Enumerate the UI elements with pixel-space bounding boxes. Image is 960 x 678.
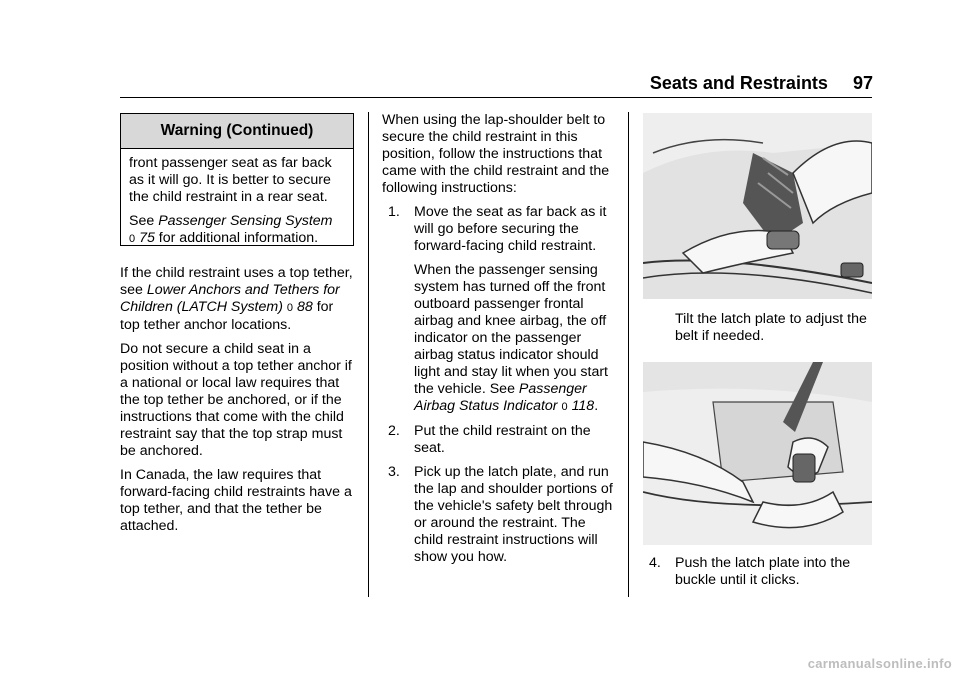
tether-paragraph	[120, 265, 356, 334]
buckle-illustration	[643, 362, 872, 545]
column-2	[382, 112, 618, 573]
step-number: 1.	[388, 204, 400, 220]
note-suffix: .	[594, 398, 599, 414]
intro-paragraph: When using the lap-shoulder belt to secure the child restraint in this position, follow the instructions that came with the child restraint and the following instructions:	[382, 112, 610, 196]
step-text: Pick up the latch plate, and run the lap and shoulder portions of the vehicle's safety belt through or around the restraint. The child restraint instructions will show you how.	[414, 464, 613, 565]
step-text: Move the seat as far back as it will go before securing the forward-facing child restraint.	[414, 204, 607, 254]
column-1	[120, 265, 356, 542]
step-number: 4.	[649, 555, 661, 571]
step-1-note	[382, 262, 618, 416]
warning-box	[120, 113, 354, 246]
header-rule	[120, 97, 872, 98]
warning-body	[121, 149, 353, 248]
step-4	[643, 555, 872, 589]
hand-inserting-latch-illustration	[643, 362, 872, 545]
page-ref-118[interactable]: 118	[571, 398, 595, 414]
column-3-step	[643, 555, 872, 596]
step-number: 2.	[388, 423, 400, 439]
latch-link[interactable]: Lower Anchors and Tethers for Children (LATCH System)	[120, 282, 340, 315]
tether-prefix: If the child restraint uses a top tether, see	[120, 265, 353, 298]
column-divider-1	[368, 112, 369, 597]
page-ref-icon: 0	[561, 401, 568, 413]
column-divider-2	[628, 112, 629, 597]
page-ref-88[interactable]: 88	[296, 299, 313, 315]
page-ref-75[interactable]: 75	[139, 230, 155, 246]
page-ref-icon: 0	[129, 233, 136, 245]
step-number: 3.	[388, 464, 400, 480]
column-3-caption	[643, 311, 872, 352]
see-suffix: for additional information.	[154, 230, 319, 246]
watermark: carmanualsonline.info	[807, 656, 952, 671]
step-3	[382, 464, 618, 566]
tilt-caption: Tilt the latch plate to adjust the belt if needed.	[675, 311, 867, 344]
canada-paragraph: In Canada, the law requires that forward-facing child restraints have a top tether, and that the tether be attached.	[120, 467, 352, 534]
page-header	[650, 72, 873, 94]
warning-heading: Warning (Continued)	[121, 114, 353, 149]
see-prefix: See	[129, 213, 159, 229]
warning-see-reference	[129, 213, 345, 248]
page-number: 97	[852, 73, 873, 93]
page-ref-icon: 0	[286, 302, 294, 314]
note-prefix: When the passenger sensing system has turned off the front outboard passenger frontal airbag and knee airbag, the off indicator on the passenger airbag status indicator should light and stay lit when you start the vehicle. See	[414, 262, 608, 397]
warning-text: front passenger seat as far back as it will go. It is better to secure the child restraint in a rear seat.	[129, 155, 332, 205]
step-1	[382, 204, 618, 255]
step-2	[382, 423, 618, 457]
step-text: Put the child restraint on the seat.	[414, 423, 591, 456]
latch-plate-illustration	[643, 113, 872, 299]
hands-holding-belt-illustration	[643, 113, 872, 299]
passenger-sensing-link[interactable]: Passenger Sensing System	[158, 213, 333, 229]
airbag-status-link[interactable]: Passenger Airbag Status Indicator	[414, 381, 587, 414]
tether-suffix: for top tether anchor locations.	[120, 299, 334, 333]
section-title: Seats and Restraints	[649, 73, 828, 93]
step-text: Push the latch plate into the buckle until it clicks.	[675, 555, 851, 588]
law-paragraph: Do not secure a child seat in a position without a top tether anchor if a national or local law requires that the top tether be anchored, or if the instructions that come with the child restraint say that the top strap must be anchored.	[120, 341, 352, 459]
